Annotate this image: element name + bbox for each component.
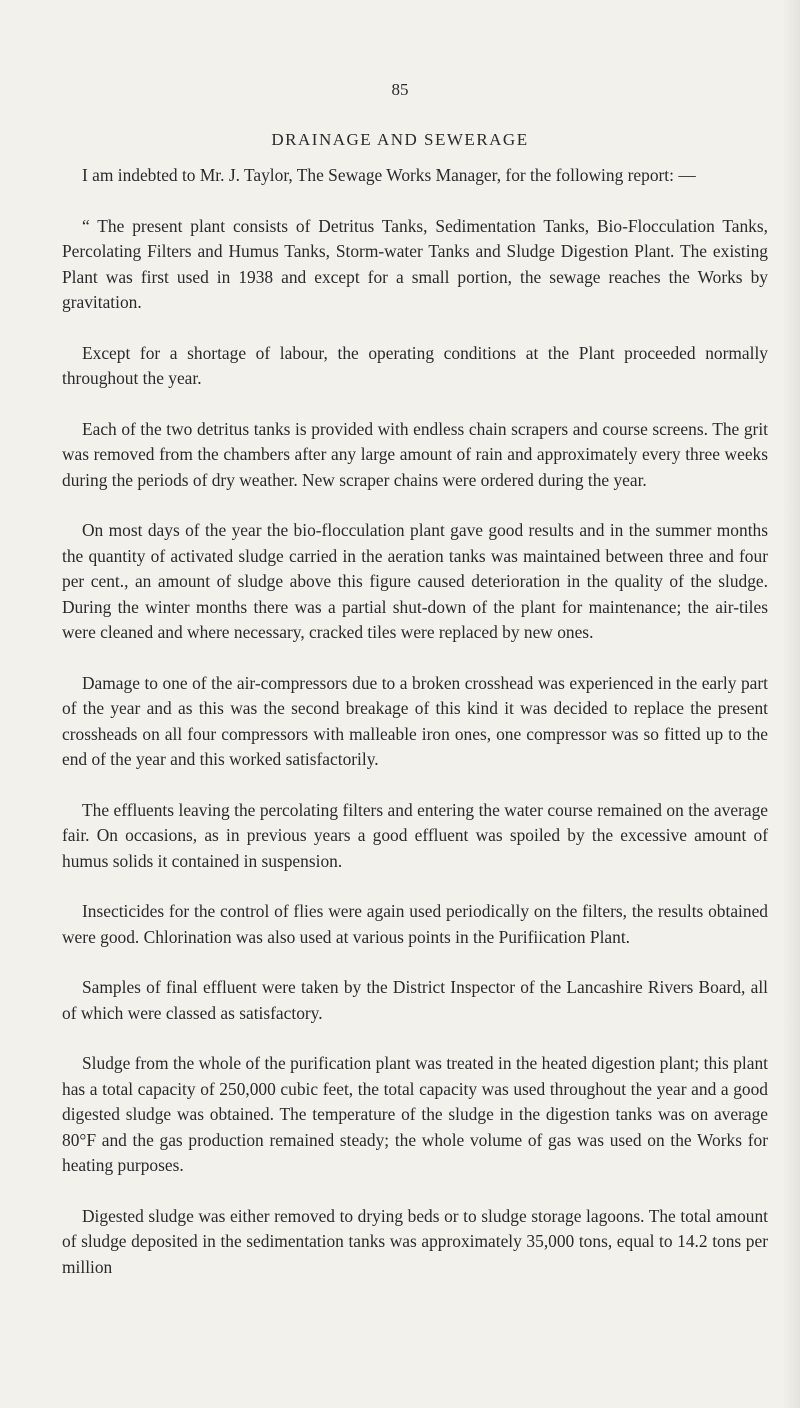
paragraph: “ The present plant consists of Detritus Tanks, Sedimentation Tanks, Bio-Flocculation Tanks, Percolating Filters and Humus Tanks, Storm-water Tanks and Sludge Digestion Plant. The existing Plant was first used in 1938 and except for a small portion, the sewage reaches the Works by gravitation. [62, 215, 768, 312]
paragraph: The effluents leaving the percolating filters and entering the water course remained on the average fair. On occasions, as in previous years a good effluent was spoiled by the excessive amount of humus solids it contained in suspension. [62, 799, 768, 871]
paragraph: Except for a shortage of labour, the operating conditions at the Plant proceeded normally throughout the year. [62, 342, 768, 388]
paragraph: Samples of final effluent were taken by the District Inspector of the Lancashire Rivers Board, all of which were classed as satisfactory. [62, 977, 768, 1023]
paragraph: On most days of the year the bio-flocculation plant gave good results and in the summer months the quantity of activated sludge carried in the aeration tanks was maintained between three and four per cent., an amount of sludge above this figure caused deterioration in the quality of the sludge. During the winter months there was a partial shut-down of the plant for maintenance; the air-tiles were cleaned and where necessary, cracked tiles were replaced by new ones. [62, 520, 768, 642]
paragraph: Sludge from the whole of the purification plant was treated in the heated digestion plant; this plant has a total capacity of 250,000 cubic feet, the total capacity was used throughout the year and a good digested sludge was obtained. The temperature of the sludge in the digestion tanks was on average 80°F and the gas production remained steady; the whole volume of gas was used on the Works for heating purposes. [62, 1053, 768, 1175]
paragraph: Digested sludge was either removed to drying beds or to sludge storage lagoons. The total amount of sludge deposited in the sedimentation tanks was approximately 35,000 tons, equal to 14.2 tons per million [62, 1205, 768, 1277]
paragraph: I am indebted to Mr. J. Taylor, The Sewage Works Manager, for the following report: — [82, 165, 696, 185]
paragraph: Damage to one of the air-compressors due to a broken crosshead was experienced in the early part of the year and as this was the second breakage of this kind it was decided to replace the present crossheads on all four compressors with malleable iron ones, one compressor was so fitted up to the end of the year and this worked satisfactorily. [62, 672, 768, 769]
page-number: 85 [391, 80, 409, 99]
paragraph: Insecticides for the control of flies were again used periodically on the filters, the results obtained were good. Chlorination was also used at various points in the Purifiication Plant. [62, 901, 768, 947]
report-body [62, 163, 768, 1280]
section-heading: DRAINAGE AND SEWERAGE [271, 130, 529, 149]
page-edge-shadow [782, 0, 800, 1408]
paragraph: Each of the two detritus tanks is provided with endless chain scrapers and course screens. The grit was removed from the chambers after any large amount of rain and approximately every three weeks during the periods of dry weather. New scraper chains were ordered during the year. [62, 418, 768, 490]
